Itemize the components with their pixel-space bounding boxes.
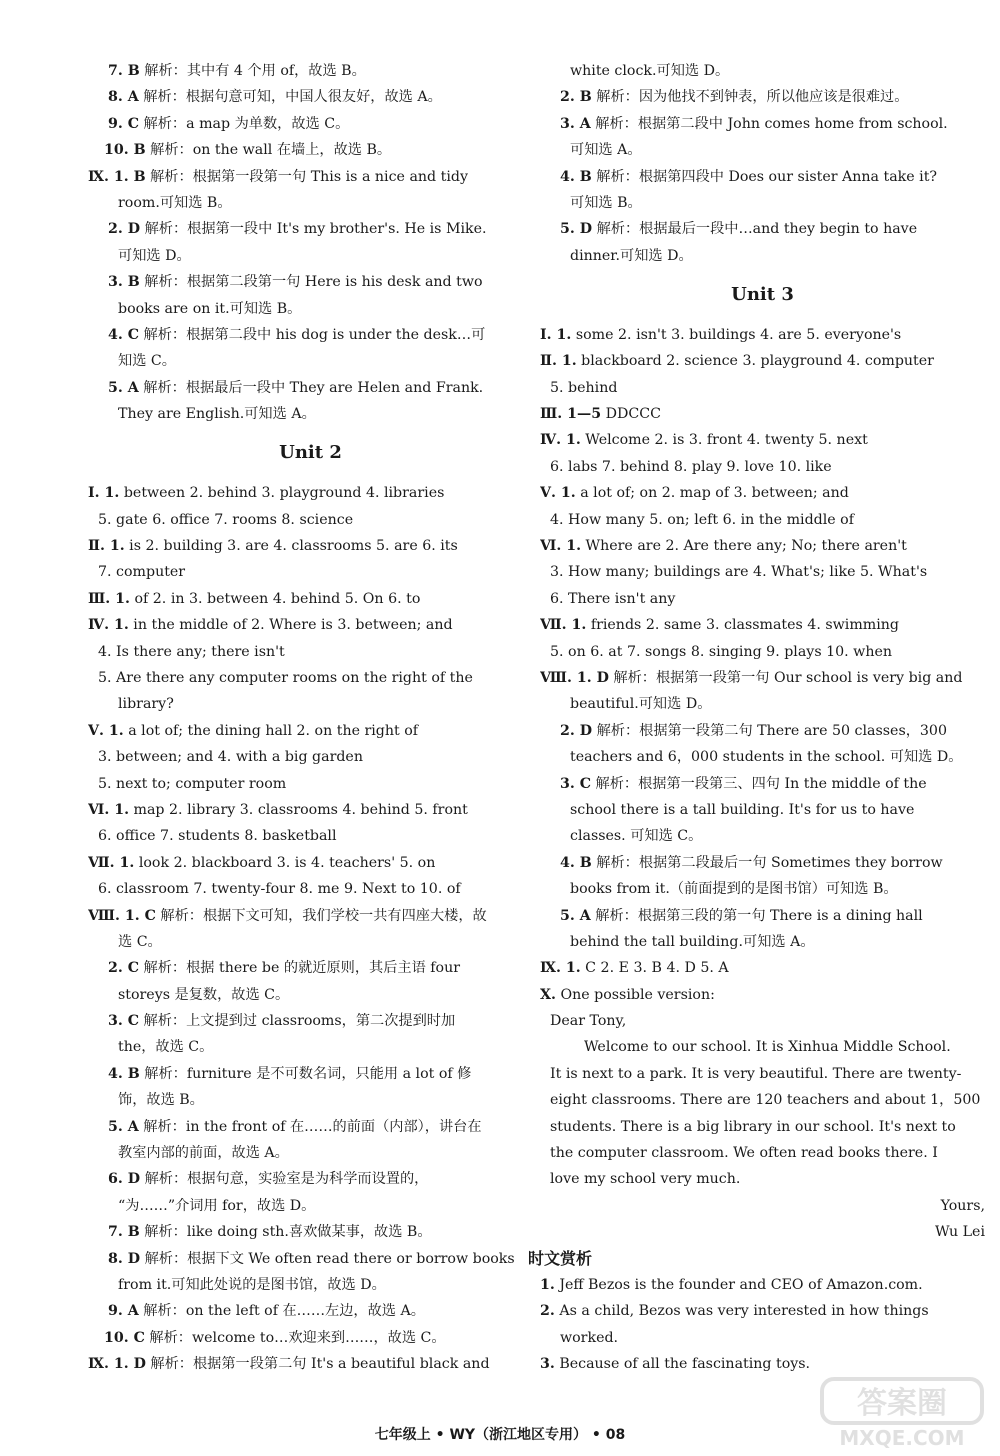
answer-text: 解析：on the wall 在墙上，故选 B。 xyxy=(145,142,392,159)
answer-text: classes. 可知选 C。 xyxy=(570,828,703,845)
answer-text: 解析：in the front of 在……的前面（内部），讲台在 xyxy=(138,1118,482,1135)
answer-text: 解析：根据第二段中 his dog is under the desk…可 xyxy=(139,326,486,343)
item-number: 1. xyxy=(540,1276,555,1293)
answer-text: 解析：根据句意，实验室是为科学而设置的， xyxy=(140,1171,429,1188)
answer-text: blackboard 2. science 3. playground 4. computer xyxy=(576,353,934,370)
answer-line xyxy=(88,111,533,137)
answer-text: students. There is a big library in our school. It's next to xyxy=(550,1118,956,1135)
answer-line xyxy=(540,718,985,744)
item-number: 5. D xyxy=(560,221,593,238)
item-number: 2. xyxy=(540,1303,555,1320)
answer-text: 解析：因为他找不到钟表，所以他应该是很难过。 xyxy=(591,89,909,106)
answer-line xyxy=(540,665,985,691)
item-number: 8. D xyxy=(108,1250,141,1267)
answer-line xyxy=(540,111,985,137)
answer-text: Welcome 2. is 3. front 4. twenty 5. next xyxy=(580,432,868,449)
answer-line xyxy=(88,744,533,770)
answer-text: 5. on 6. at 7. songs 8. singing 9. plays 10. when xyxy=(550,643,892,660)
answer-line xyxy=(88,58,533,84)
answer-line xyxy=(88,269,533,295)
answer-line xyxy=(540,1325,985,1351)
item-number: Ⅵ. 1. xyxy=(540,538,582,555)
answer-line xyxy=(540,216,985,242)
answer-text: 解析：根据第一段第二句 There are 50 classes，300 xyxy=(592,722,947,739)
answer-text: 解析：like doing sth.喜欢做某事，故选 B。 xyxy=(139,1224,432,1241)
answer-line xyxy=(88,375,533,401)
answer-line xyxy=(88,480,533,506)
answer-line xyxy=(540,1140,985,1166)
answer-line xyxy=(88,955,533,981)
item-number: 9. C xyxy=(108,115,140,132)
answer-text: 可知选 B。 xyxy=(570,194,642,211)
answer-line xyxy=(88,691,533,717)
item-number: Ⅲ. 1—5 xyxy=(540,406,602,423)
unit-heading: Unit 2 xyxy=(279,442,342,464)
answer-line xyxy=(540,1087,985,1113)
answer-text: 解析：根据句意可知，中国人很友好，故选 A。 xyxy=(138,89,442,106)
answer-line xyxy=(540,427,985,453)
answer-text: the computer classroom. We often read books there. I xyxy=(550,1145,938,1162)
answer-line xyxy=(88,137,533,163)
answer-line xyxy=(540,348,985,374)
answer-line xyxy=(88,1008,533,1034)
item-number: Ⅵ. 1. xyxy=(88,801,130,818)
answer-text: They are English.可知选 A。 xyxy=(118,406,316,423)
item-number: 2. B xyxy=(560,89,592,106)
item-number: Ⅳ. 1. xyxy=(540,432,581,449)
answer-text: behind the tall building.可知选 A。 xyxy=(570,933,815,950)
answer-line xyxy=(540,955,985,981)
answer-line xyxy=(540,691,985,717)
item-number: 3. xyxy=(540,1356,555,1373)
answer-line xyxy=(88,164,533,190)
answer-line xyxy=(88,903,533,929)
answer-line xyxy=(88,1114,533,1140)
answer-text: 解析：on the left of 在……左边，故选 A。 xyxy=(138,1303,425,1320)
answer-text: teachers and 6，000 students in the school. 可知选 D。 xyxy=(570,749,963,766)
item-number: 2. D xyxy=(560,722,593,739)
answer-text: 5. Are there any computer rooms on the right of the xyxy=(98,670,473,686)
answer-text: 解析：根据第三段的第一句 There is a dining hall xyxy=(590,907,923,924)
answer-line xyxy=(88,401,533,427)
answer-line xyxy=(540,797,985,823)
answer-text: 解析：根据第二段最后一句 Sometimes they borrow xyxy=(591,854,943,871)
answer-line xyxy=(88,586,533,612)
answer-text: 6. There isn't any xyxy=(550,590,676,607)
answer-line xyxy=(540,929,985,955)
item-number: 3. C xyxy=(560,775,592,792)
answer-text: 解析：根据第一段中 It's my brother's. He is Mike. xyxy=(140,221,487,238)
page-footer: 七年级上 • WY（浙江地区专用） • 08 xyxy=(374,1427,626,1443)
answer-text: “为……”介词用 for，故选 D。 xyxy=(118,1197,316,1214)
answer-line xyxy=(540,1114,985,1140)
item-number: Ⅸ. 1. D xyxy=(88,1356,146,1373)
answer-text: friends 2. same 3. classmates 4. swimming xyxy=(586,617,899,634)
answer-line xyxy=(540,612,985,638)
answer-text: school there is a tall building. It's for us to have xyxy=(570,801,915,818)
answer-line xyxy=(88,243,533,269)
answer-line xyxy=(540,903,985,929)
left-column xyxy=(88,58,533,1378)
answer-line xyxy=(540,190,985,216)
answer-line xyxy=(88,876,533,902)
answer-text: 解析：根据第一段第一句 Our school is very big and xyxy=(608,670,963,686)
answer-line xyxy=(540,1008,985,1034)
item-number: Ⅷ. 1. D xyxy=(540,670,609,686)
item-number: 3. B xyxy=(108,274,140,291)
answer-line xyxy=(88,639,533,665)
item-number: 5. A xyxy=(560,907,591,924)
answer-text: books from it.（前面提到的是图书馆）可知选 B。 xyxy=(570,881,898,898)
answer-text: 4. How many 5. on; left 6. in the middle of xyxy=(550,511,854,528)
answer-line xyxy=(540,639,985,665)
answer-line xyxy=(540,771,985,797)
answer-line xyxy=(88,1193,533,1219)
watermark-logo xyxy=(818,1375,988,1450)
answer-line xyxy=(88,1325,533,1351)
item-number: Ⅴ. 1. xyxy=(88,722,124,739)
answer-text: 3. between; and 4. with a big garden xyxy=(98,749,363,766)
answer-line xyxy=(88,1166,533,1192)
answer-text: some 2. isn't 3. buildings 4. are 5. everyone's xyxy=(571,326,902,343)
answer-text: Welcome to our school. It is Xinhua Middle School. xyxy=(584,1039,951,1056)
answer-line xyxy=(540,454,985,480)
answer-text: 7. computer xyxy=(98,564,186,581)
answer-text: 解析：根据第一段第一句 This is a nice and tidy xyxy=(145,168,468,185)
answer-line xyxy=(540,1061,985,1087)
watermark-url: MXQE.COM xyxy=(839,1426,965,1450)
answer-line xyxy=(540,823,985,849)
answer-text: 解析：furniture 是不可数名词，只能用 a lot of 修 xyxy=(139,1065,472,1082)
answer-line xyxy=(540,850,985,876)
answer-line xyxy=(88,797,533,823)
letter-signoff: Wu Lei xyxy=(934,1224,985,1241)
answer-text: from it.可知此处说的是图书馆，故选 D。 xyxy=(118,1276,386,1293)
item-number: 2. D xyxy=(108,221,141,238)
item-number: 10. C xyxy=(104,1329,145,1346)
answer-line xyxy=(88,1061,533,1087)
answer-text: 5. next to; computer room xyxy=(98,775,287,792)
right-column xyxy=(528,58,985,1378)
answer-line xyxy=(88,1034,533,1060)
answer-line xyxy=(540,164,985,190)
answer-text: One possible version: xyxy=(555,986,715,1003)
answer-text: beautiful.可知选 D。 xyxy=(570,696,712,713)
answer-line xyxy=(88,1140,533,1166)
item-number: Ⅲ. 1. xyxy=(88,590,130,607)
answer-line xyxy=(540,1034,985,1060)
answer-text: 解析：根据第一段第二句 It's a beautiful black and xyxy=(145,1356,490,1373)
answer-text: 解析：上文提到过 classrooms，第二次提到时加 xyxy=(139,1013,456,1030)
answer-text: 6. office 7. students 8. basketball xyxy=(98,828,337,845)
item-number: Ⅶ. 1. xyxy=(88,854,135,871)
answer-line xyxy=(540,58,985,84)
answer-line xyxy=(88,216,533,242)
answer-line xyxy=(540,1166,985,1192)
answer-text: 可知选 A。 xyxy=(570,142,642,159)
answer-text: white clock.可知选 D。 xyxy=(570,63,730,79)
item-number: Ⅳ. 1. xyxy=(88,617,129,634)
item-number: 2. C xyxy=(108,960,140,977)
answer-line xyxy=(540,137,985,163)
item-number: Ⅰ. 1. xyxy=(540,326,572,343)
item-number: 7. B xyxy=(108,63,140,79)
answer-line xyxy=(88,850,533,876)
answer-text: look 2. blackboard 3. is 4. teachers' 5. on xyxy=(134,854,436,871)
answer-text: 4. Is there any; there isn't xyxy=(98,643,285,660)
answer-line xyxy=(88,1087,533,1113)
answer-text: C 2. E 3. B 4. D 5. A xyxy=(580,960,729,977)
item-number: 10. B xyxy=(104,142,146,159)
answer-text: 解析：根据最后一段中 They are Helen and Frank. xyxy=(138,379,484,396)
answer-text: the，故选 C。 xyxy=(118,1039,214,1056)
answer-line xyxy=(540,480,985,506)
answer-text: 教室内部的前面，故选 A。 xyxy=(118,1145,289,1162)
item-number: Ⅸ. 1. xyxy=(540,960,581,977)
answer-line xyxy=(540,1298,985,1324)
answer-line xyxy=(540,507,985,533)
answer-text: library? xyxy=(118,696,174,713)
item-number: 4. B xyxy=(108,1065,140,1082)
answer-text: 解析：根据下文 We often read there or borrow books xyxy=(140,1250,515,1267)
item-number: 3. C xyxy=(108,1013,140,1030)
item-number: Ⅶ. 1. xyxy=(540,617,587,634)
answer-text: 解析：a map 为单数，故选 C。 xyxy=(139,115,350,132)
answer-text: 5. gate 6. office 7. rooms 8. science xyxy=(98,511,354,528)
answer-text: Where are 2. Are there any; No; there aren't xyxy=(581,538,907,555)
answer-line xyxy=(540,401,985,427)
answer-line xyxy=(88,296,533,322)
answer-line xyxy=(88,322,533,348)
answer-line xyxy=(88,1272,533,1298)
item-number: Ⅱ. 1. xyxy=(540,353,577,370)
answer-text: 解析：根据第二段中 John comes home from school. xyxy=(590,115,948,132)
answer-text: a lot of; the dining hall 2. on the right of xyxy=(123,722,419,739)
item-number: 4. C xyxy=(108,326,140,343)
answer-text: map 2. library 3. classrooms 4. behind 5. front xyxy=(129,801,468,818)
answer-line xyxy=(540,533,985,559)
answer-line xyxy=(88,559,533,585)
answer-text: room.可知选 B。 xyxy=(118,194,232,211)
answer-text: 5. behind xyxy=(550,379,618,396)
answer-text: It is next to a park. It is very beautiful. There are twenty- xyxy=(550,1065,962,1082)
answer-line xyxy=(88,348,533,374)
answer-line xyxy=(540,375,985,401)
answer-line xyxy=(88,1351,533,1377)
watermark-text: 答案圈 xyxy=(857,1386,947,1421)
answer-line xyxy=(540,1351,985,1377)
item-number: 6. D xyxy=(108,1171,141,1188)
answer-text: 解析：根据 there be 的就近原则，其后主语 four xyxy=(139,960,461,977)
item-number: 5. A xyxy=(108,1118,139,1135)
answer-text: 解析：根据下文可知，我们学校一共有四座大楼，故 xyxy=(155,907,487,924)
answer-line xyxy=(540,322,985,348)
answer-text: eight classrooms. There are 120 teachers and about 1，500 xyxy=(550,1092,981,1109)
item-number: Ⅴ. 1. xyxy=(540,485,576,502)
item-number: Ⅰ. 1. xyxy=(88,485,120,502)
answer-line xyxy=(540,982,985,1008)
answer-line xyxy=(88,982,533,1008)
answer-line xyxy=(88,533,533,559)
answer-text: of 2. in 3. between 4. behind 5. On 6. to xyxy=(129,590,421,607)
item-number: 4. B xyxy=(560,854,592,871)
answer-text: storeys 是复数，故选 C。 xyxy=(118,986,290,1003)
answer-text: love my school very much. xyxy=(550,1171,741,1188)
answer-text: 3. How many; buildings are 4. What's; like 5. What's xyxy=(550,564,928,581)
answer-text: 解析：welcome to…欢迎来到……，故选 C。 xyxy=(144,1329,446,1346)
section-heading: 时文赏析 xyxy=(528,1248,593,1268)
item-number: Ⅹ. xyxy=(540,986,556,1003)
answer-text: in the middle of 2. Where is 3. between; and xyxy=(128,617,453,634)
item-number: Ⅸ. 1. B xyxy=(88,168,146,185)
answer-text: 选 C。 xyxy=(118,933,162,950)
answer-text: DDCCC xyxy=(601,406,661,423)
answer-line xyxy=(88,1246,533,1272)
answer-line xyxy=(88,612,533,638)
answer-text: Jeff Bezos is the founder and CEO of Amazon.com. xyxy=(554,1276,923,1293)
answer-text: 解析：根据第一段第三、四句 In the middle of the xyxy=(591,775,927,792)
answer-line xyxy=(88,507,533,533)
answer-text: worked. xyxy=(560,1329,619,1346)
answer-line xyxy=(540,559,985,585)
answer-line xyxy=(88,84,533,110)
answer-text: 解析：根据第二段第一句 Here is his desk and two xyxy=(139,274,483,291)
answer-text: 解析：根据第四段中 Does our sister Anna take it? xyxy=(591,168,938,185)
item-number: 9. A xyxy=(108,1303,139,1320)
answer-text: As a child, Bezos was very interested in how things xyxy=(554,1303,929,1320)
answer-line xyxy=(88,1298,533,1324)
answer-line xyxy=(540,84,985,110)
answer-text: 6. labs 7. behind 8. play 9. love 10. like xyxy=(550,458,832,475)
answer-text: between 2. behind 3. playground 4. libraries xyxy=(119,485,445,502)
answer-text: 6. classroom 7. twenty-four 8. me 9. Next to 10. of xyxy=(98,881,461,898)
letter-signoff: Yours, xyxy=(940,1197,985,1214)
item-number: Ⅱ. 1. xyxy=(88,538,125,555)
answer-line xyxy=(540,586,985,612)
answer-text: Dear Tony, xyxy=(550,1013,627,1030)
answer-text: 知选 C。 xyxy=(118,353,176,370)
item-number: 4. B xyxy=(560,168,592,185)
answer-line xyxy=(88,929,533,955)
answer-text: books are on it.可知选 B。 xyxy=(118,300,302,317)
answer-text: a lot of; on 2. map of 3. between; and xyxy=(575,485,849,502)
answer-text: 解析：根据最后一段中…and they begin to have xyxy=(592,221,918,238)
answer-text: 解析：其中有 4 个用 of，故选 B。 xyxy=(139,63,366,79)
item-number: 5. A xyxy=(108,379,139,396)
answer-line xyxy=(88,771,533,797)
answer-text: dinner.可知选 D。 xyxy=(570,247,693,264)
answer-line xyxy=(540,1272,985,1298)
answer-line xyxy=(88,665,533,691)
item-number: 7. B xyxy=(108,1224,140,1241)
answer-line xyxy=(88,718,533,744)
item-number: 3. A xyxy=(560,115,591,132)
answer-line xyxy=(540,876,985,902)
answer-line xyxy=(88,190,533,216)
answer-line xyxy=(540,243,985,269)
answer-text: 饰，故选 B。 xyxy=(118,1092,204,1109)
answer-line xyxy=(540,744,985,770)
answer-line xyxy=(88,1219,533,1245)
item-number: 8. A xyxy=(108,89,139,106)
answer-text: Because of all the fascinating toys. xyxy=(554,1356,811,1373)
answer-line xyxy=(88,823,533,849)
item-number: Ⅷ. 1. C xyxy=(88,907,156,924)
unit-heading: Unit 3 xyxy=(731,284,794,306)
answer-text: 可知选 D。 xyxy=(118,247,191,264)
answer-text: is 2. building 3. are 4. classrooms 5. are 6. its xyxy=(124,538,458,555)
